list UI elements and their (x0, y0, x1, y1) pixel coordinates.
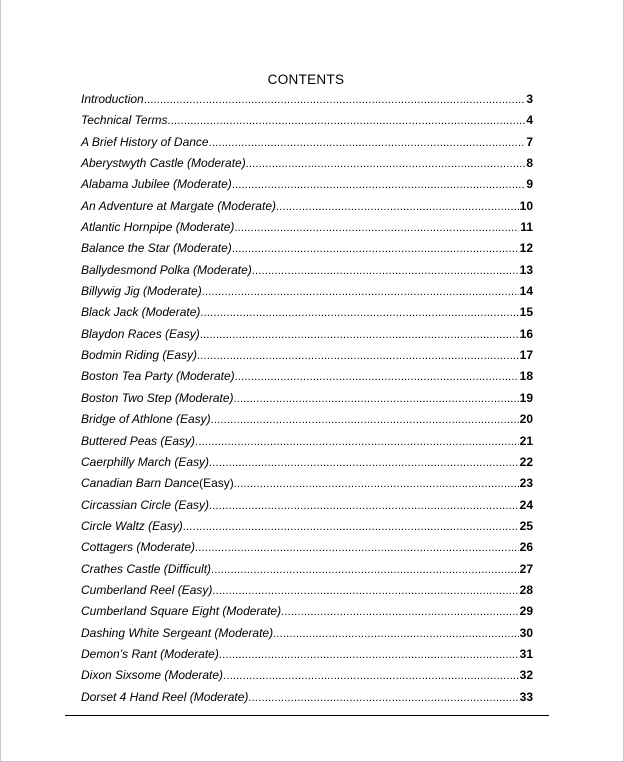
toc-entry-title: Dashing White Sergeant (Moderate) (81, 625, 274, 640)
toc-entry[interactable] (81, 217, 533, 238)
toc-dot-leader (234, 474, 519, 495)
page-title: CONTENTS (267, 72, 345, 87)
toc-page-number: 8 (526, 156, 533, 171)
toc-entry-title: Cumberland Square Eight (Moderate) (81, 604, 282, 619)
toc-page-number: 15 (519, 305, 533, 320)
toc-page-number: 4 (526, 113, 533, 128)
toc-page-number: 12 (519, 241, 533, 256)
toc-page-number: 30 (519, 625, 533, 640)
toc-entry-title: Atlantic Hornpipe (Moderate) (81, 220, 235, 235)
toc-dot-leader (209, 453, 519, 474)
toc-entry[interactable] (81, 665, 533, 686)
toc-entry[interactable] (81, 644, 533, 665)
toc-dot-leader (202, 282, 519, 303)
toc-entry[interactable] (81, 623, 533, 644)
toc-page-number: 23 (519, 476, 533, 491)
toc-entry-title: Balance the Star (Moderate) (81, 241, 232, 256)
toc-page-number: 24 (519, 497, 533, 512)
toc-entry-title: Boston Two Step (Moderate) (81, 390, 234, 405)
toc-entry[interactable] (81, 495, 533, 516)
toc-page-number: 19 (519, 390, 533, 405)
toc-dot-leader (235, 367, 519, 388)
toc-page-number: 22 (519, 454, 533, 469)
toc-entry[interactable] (81, 302, 533, 323)
toc-dot-leader (281, 602, 519, 623)
toc-dot-leader (223, 666, 519, 687)
toc-dot-leader (212, 581, 518, 602)
toc-dot-leader (234, 389, 519, 410)
toc-entry-title: Bodmin Riding (Easy) (81, 348, 198, 363)
toc-entry-title: Black Jack (Moderate) (81, 305, 201, 320)
toc-entry[interactable] (81, 580, 533, 601)
toc-dot-leader (234, 218, 519, 239)
toc-entry-title: Blaydon Races (Easy) (81, 326, 200, 341)
toc-page-number: 29 (519, 604, 533, 619)
toc-dot-leader (219, 645, 519, 666)
toc-page-number: 10 (519, 198, 533, 213)
toc-entry[interactable] (81, 431, 533, 452)
toc-entry-title: Cumberland Reel (Easy) (81, 582, 213, 597)
toc-page-number: 14 (519, 284, 533, 299)
toc-entry-title: Bridge of Athlone (Easy) (81, 412, 211, 427)
toc-dot-leader (195, 432, 519, 453)
toc-entry[interactable] (81, 196, 533, 217)
toc-entry[interactable] (81, 473, 533, 494)
toc-entry[interactable] (81, 452, 533, 473)
toc-dot-leader (144, 90, 526, 111)
toc-dot-leader (232, 175, 526, 196)
toc-dot-leader (232, 239, 519, 260)
toc-entry-difficulty: (Easy) (199, 476, 234, 491)
toc-page-number: 16 (519, 326, 533, 341)
toc-entry[interactable] (81, 388, 533, 409)
toc-dot-leader (200, 303, 518, 324)
toc-page-number: 13 (519, 262, 533, 277)
toc-entry-title: A Brief History of Dance (81, 134, 209, 149)
toc-entry[interactable] (81, 89, 533, 110)
toc-page-number: 26 (519, 540, 533, 555)
toc-page-number: 11 (520, 220, 533, 235)
toc-page-number: 33 (519, 689, 533, 704)
toc-dot-leader (167, 111, 525, 132)
toc-dot-leader (195, 538, 519, 559)
toc-entry-title: Crathes Castle (Difficult) (81, 561, 212, 576)
toc-entry[interactable] (81, 537, 533, 558)
toc-entry-title: Circle Waltz (Easy) (81, 518, 183, 533)
toc-dot-leader (252, 261, 519, 282)
toc-dot-leader (211, 410, 519, 431)
toc-dot-leader (248, 688, 518, 709)
toc-page-number: 28 (519, 582, 533, 597)
toc-entry[interactable] (81, 409, 533, 430)
toc-entry-title: Demon’s Rant (Moderate) (81, 646, 219, 661)
toc-page-number: 18 (519, 369, 533, 384)
toc-page-number: 7 (526, 134, 533, 149)
toc-dot-leader (276, 197, 519, 218)
table-of-contents (81, 89, 533, 708)
toc-entry[interactable] (81, 132, 533, 153)
toc-page-number: 20 (519, 412, 533, 427)
toc-entry[interactable] (81, 601, 533, 622)
toc-page-number: 3 (526, 92, 533, 106)
toc-entry-title: An Adventure at Margate (Moderate) (81, 198, 276, 213)
footer-divider (65, 715, 549, 716)
toc-entry[interactable] (81, 281, 533, 302)
toc-entry[interactable] (81, 238, 533, 259)
toc-entry-title: Billywig Jig (Moderate) (81, 284, 202, 299)
toc-entry[interactable] (81, 366, 533, 387)
toc-dot-leader (197, 346, 519, 367)
toc-entry-title: Aberystwyth Castle (Moderate) (81, 156, 246, 171)
toc-dot-leader (246, 154, 526, 175)
toc-dot-leader (211, 560, 519, 581)
toc-entry[interactable] (81, 153, 533, 174)
toc-dot-leader (273, 624, 519, 645)
toc-dot-leader (200, 325, 519, 346)
toc-entry[interactable] (81, 559, 533, 580)
toc-entry[interactable] (81, 110, 533, 131)
toc-entry-title: Introduction (81, 92, 144, 106)
toc-entry-title: Alabama Jubilee (Moderate) (81, 177, 232, 192)
toc-entry-title: Boston Tea Party (Moderate) (81, 369, 235, 384)
toc-entry-title: Technical Terms (81, 113, 168, 128)
toc-entry-title: Canadian Barn Dance (81, 476, 200, 491)
toc-entry-title: Cottagers (Moderate) (81, 540, 196, 555)
toc-page-number: 25 (519, 518, 533, 533)
toc-page-number: 9 (526, 177, 533, 192)
toc-page-number: 17 (519, 348, 533, 363)
toc-entry[interactable] (81, 687, 533, 708)
toc-entry-title: Caerphilly March (Easy) (81, 454, 210, 469)
toc-page-number: 31 (519, 646, 533, 661)
toc-entry-title: Ballydesmond Polka (Moderate) (81, 262, 252, 277)
toc-entry-title: Buttered Peas (Easy) (81, 433, 196, 448)
toc-entry[interactable] (81, 516, 533, 537)
toc-entry[interactable] (81, 260, 533, 281)
toc-dot-leader (209, 133, 526, 154)
toc-page-number: 32 (519, 668, 533, 683)
toc-entry-title: Circassian Circle (Easy) (81, 497, 210, 512)
toc-entry[interactable] (81, 174, 533, 195)
toc-entry-title: Dorset 4 Hand Reel (Moderate) (81, 689, 249, 704)
toc-page-number: 21 (519, 433, 533, 448)
toc-dot-leader (209, 496, 519, 517)
toc-dot-leader (183, 517, 519, 538)
toc-entry-title: Dixon Sixsome (Moderate) (81, 668, 224, 683)
toc-entry[interactable] (81, 324, 533, 345)
toc-page-number: 27 (519, 561, 533, 576)
toc-entry[interactable] (81, 345, 533, 366)
